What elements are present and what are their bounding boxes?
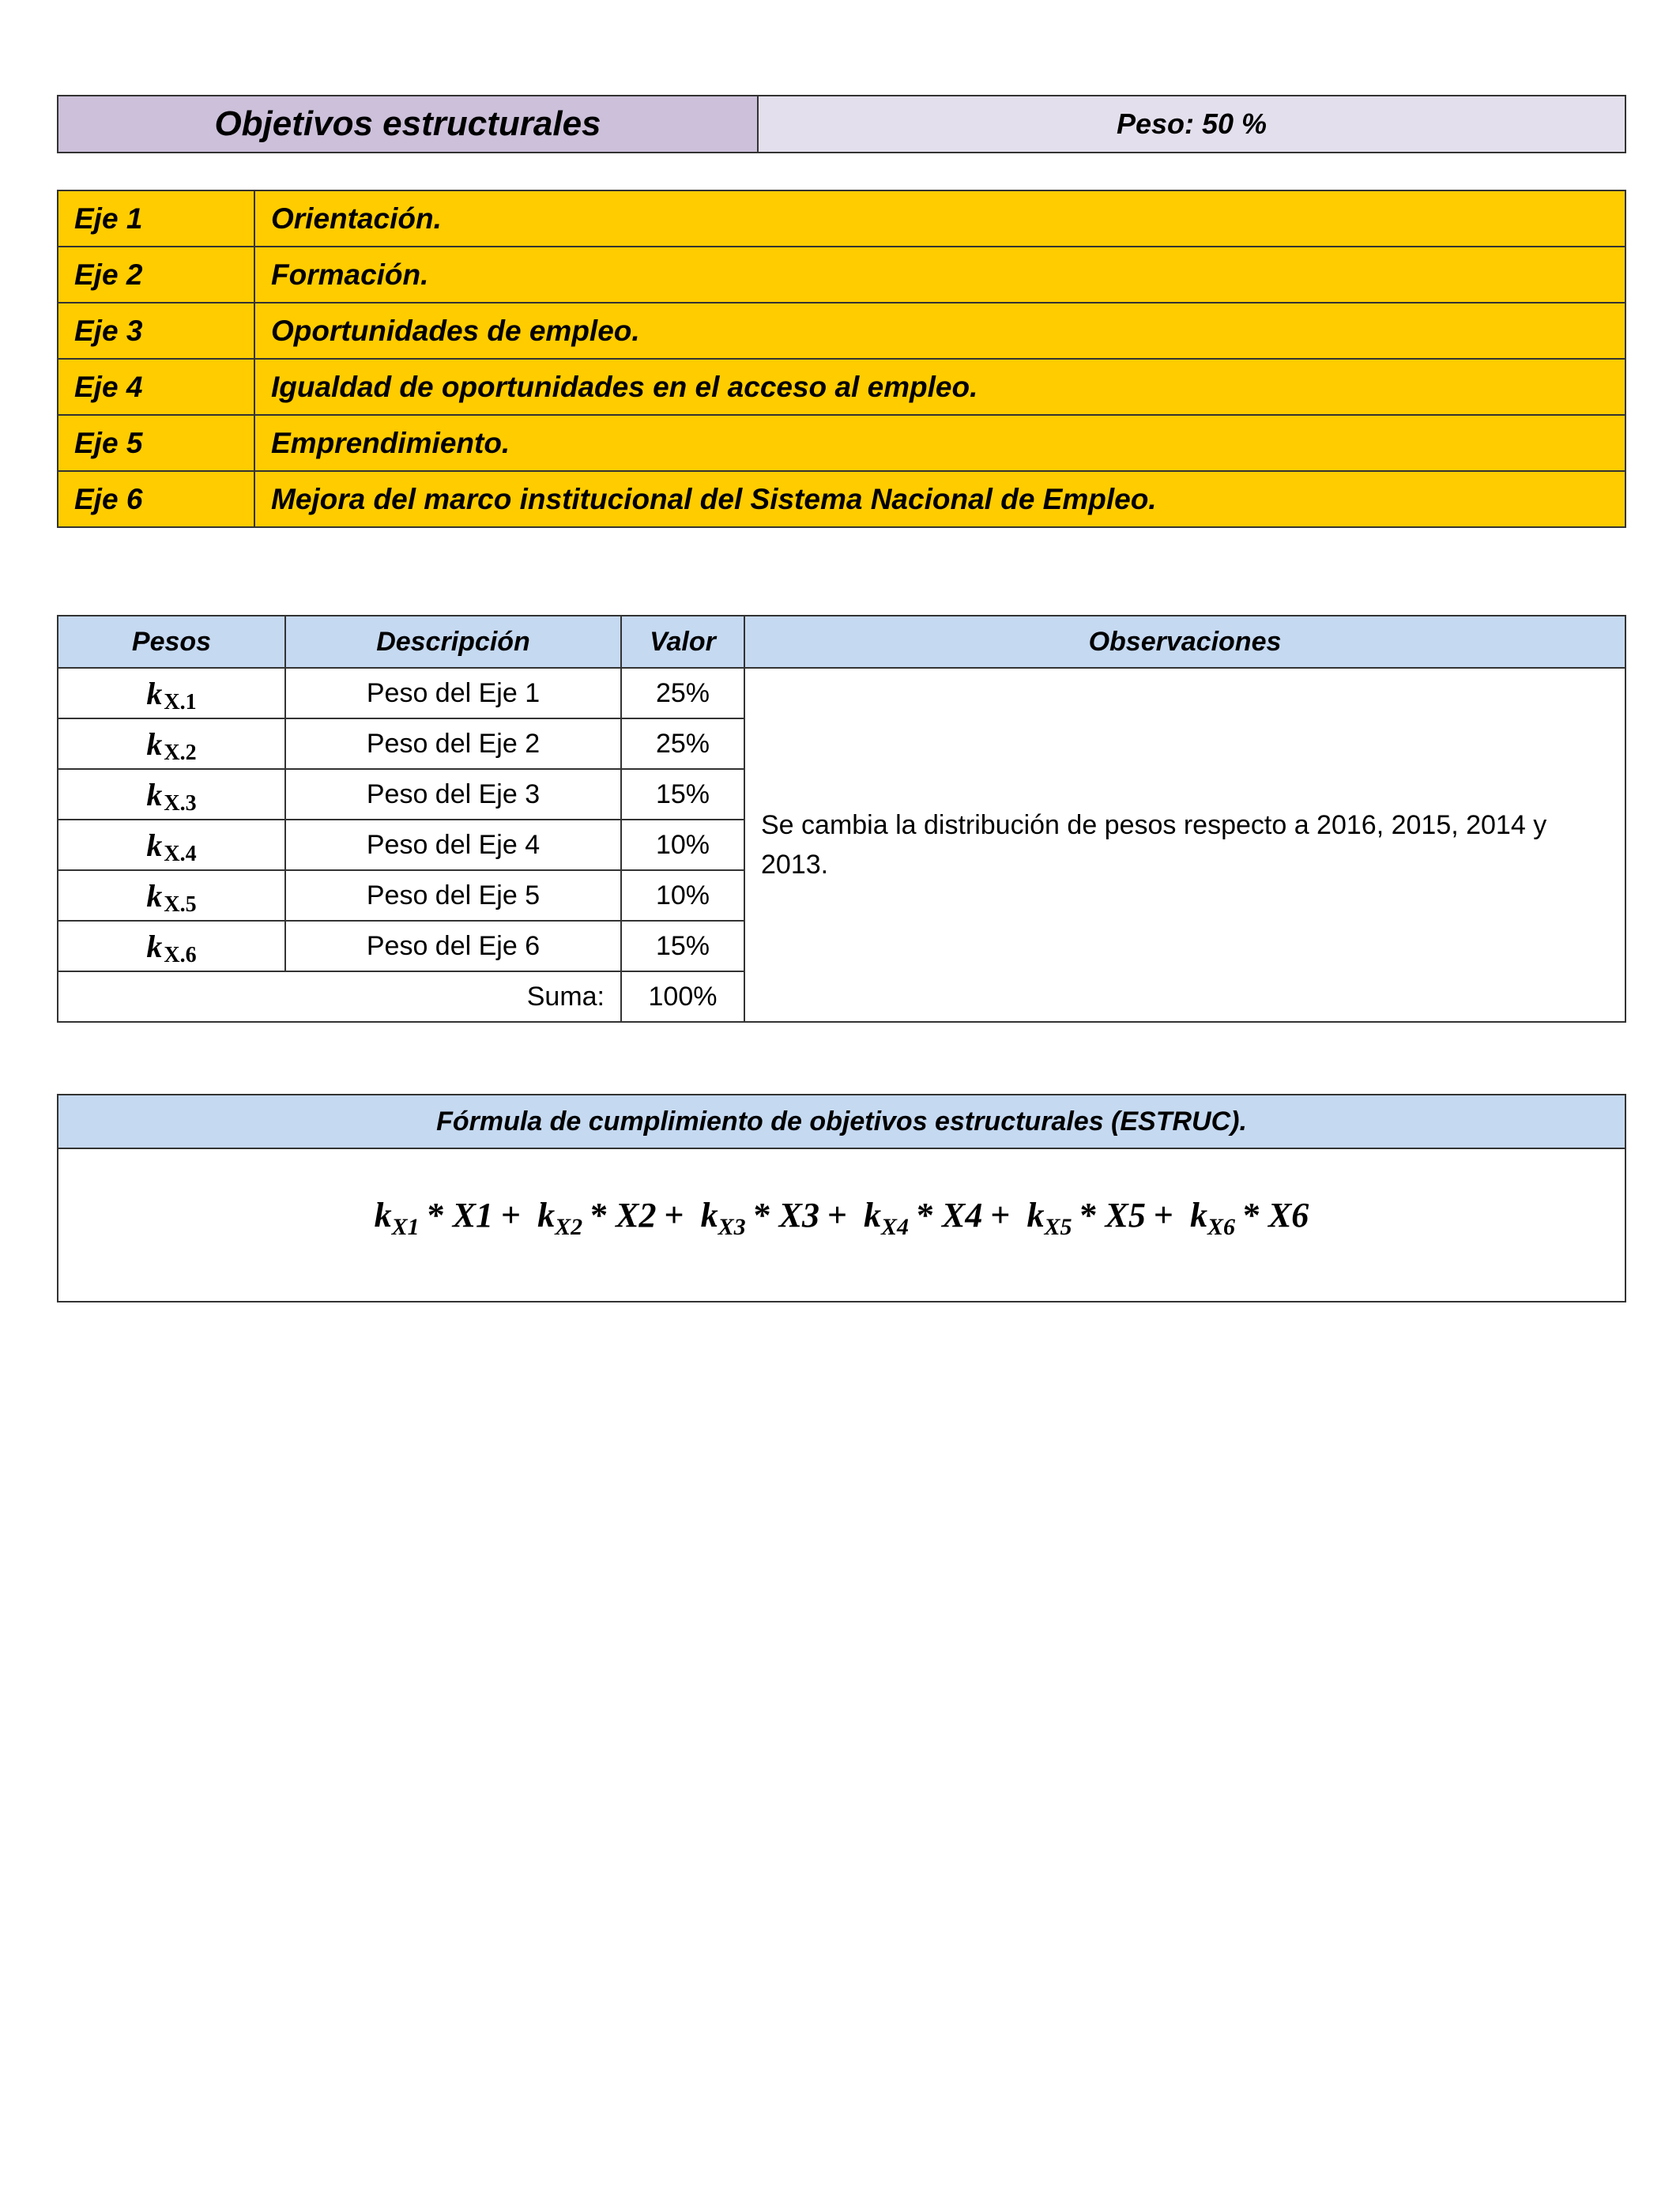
formula-multiply: * [753, 1196, 771, 1235]
eje-label: Eje 4 [58, 359, 254, 415]
formula-x: X6 [1268, 1196, 1309, 1235]
eje-text: Orientación. [254, 190, 1625, 247]
formula-box [57, 1094, 1626, 1302]
eje-label: Eje 2 [58, 247, 254, 303]
k-subscript: X.2 [164, 740, 197, 765]
formula-title: Fórmula de cumplimiento de objetivos estructurales (ESTRUC). [58, 1095, 1625, 1149]
eje-text: Mejora del marco institucional del Sistema Nacional de Empleo. [254, 471, 1625, 527]
formula-term [864, 1195, 1018, 1240]
peso-symbol [58, 718, 285, 769]
formula-x: X2 [616, 1196, 657, 1235]
formula-k-subscript: X2 [555, 1214, 583, 1240]
formula-multiply: * [1079, 1196, 1098, 1235]
peso-valor: 15% [621, 769, 744, 820]
peso-valor: 10% [621, 870, 744, 921]
formula-k: k [1189, 1196, 1207, 1235]
peso-valor: 10% [621, 820, 744, 870]
k-subscript: X.3 [164, 790, 197, 816]
formula-x: X3 [778, 1196, 819, 1235]
formula-plus: + [827, 1196, 848, 1235]
k-symbol: k [146, 928, 163, 964]
header-observaciones: Observaciones [744, 616, 1625, 668]
header-valor: Valor [621, 616, 744, 668]
suma-label: Suma: [58, 971, 621, 1022]
formula-k: k [1026, 1196, 1045, 1235]
eje-label: Eje 3 [58, 303, 254, 359]
eje-row [58, 303, 1625, 359]
peso-symbol [58, 921, 285, 971]
formula-term [1189, 1195, 1309, 1240]
formula-x: X4 [942, 1196, 983, 1235]
formula-k-subscript: X4 [881, 1214, 910, 1240]
k-symbol: k [146, 776, 163, 812]
formula-k-subscript: X5 [1044, 1214, 1072, 1240]
formula-k: k [374, 1196, 392, 1235]
eje-row [58, 359, 1625, 415]
peso-symbol [58, 820, 285, 870]
peso-valor: 25% [621, 668, 744, 718]
peso-descripcion: Peso del Eje 1 [285, 668, 621, 718]
formula-multiply: * [917, 1196, 935, 1235]
k-symbol: k [146, 726, 163, 762]
peso-row [58, 668, 1625, 718]
formula-k: k [537, 1196, 556, 1235]
pesos-table [57, 615, 1626, 1023]
eje-label: Eje 6 [58, 471, 254, 527]
eje-label: Eje 5 [58, 415, 254, 471]
peso-descripcion: Peso del Eje 6 [285, 921, 621, 971]
eje-text: Formación. [254, 247, 1625, 303]
header-pesos: Pesos [58, 616, 285, 668]
k-symbol: k [146, 675, 163, 711]
eje-label: Eje 1 [58, 190, 254, 247]
formula-plus: + [501, 1196, 522, 1235]
formula-x: X1 [452, 1196, 494, 1235]
formula-multiply: * [590, 1196, 608, 1235]
formula-term [374, 1195, 529, 1240]
pesos-header-row [58, 616, 1625, 668]
peso-descripcion: Peso del Eje 5 [285, 870, 621, 921]
peso-descripcion: Peso del Eje 3 [285, 769, 621, 820]
peso-symbol [58, 870, 285, 921]
suma-valor: 100% [621, 971, 744, 1022]
eje-row [58, 471, 1625, 527]
peso-symbol [58, 668, 285, 718]
k-subscript: X.4 [164, 841, 197, 866]
eje-text: Emprendimiento. [254, 415, 1625, 471]
peso-descripcion: Peso del Eje 2 [285, 718, 621, 769]
peso-symbol [58, 769, 285, 820]
k-subscript: X.6 [164, 942, 197, 967]
section-header [57, 95, 1626, 153]
formula-multiply: * [427, 1196, 445, 1235]
eje-row [58, 247, 1625, 303]
header-descripcion: Descripción [285, 616, 621, 668]
formula-k-subscript: X1 [391, 1214, 420, 1240]
formula-term [700, 1195, 855, 1240]
formula-plus: + [664, 1196, 684, 1235]
formula-k: k [700, 1196, 718, 1235]
formula-plus: + [990, 1196, 1011, 1235]
section-title: Objetivos estructurales [58, 96, 759, 152]
k-subscript: X.5 [164, 892, 197, 917]
formula-term [537, 1195, 691, 1240]
formula-expression [58, 1195, 1625, 1240]
k-symbol: k [146, 827, 163, 863]
section-weight: Peso: 50 % [759, 96, 1625, 152]
formula-k-subscript: X3 [718, 1214, 746, 1240]
ejes-table [57, 190, 1626, 528]
peso-valor: 15% [621, 921, 744, 971]
peso-descripcion: Peso del Eje 4 [285, 820, 621, 870]
eje-row [58, 415, 1625, 471]
formula-k: k [864, 1196, 882, 1235]
formula-multiply: * [1242, 1196, 1260, 1235]
formula-x: X5 [1105, 1196, 1146, 1235]
k-subscript: X.1 [164, 689, 197, 714]
formula-k-subscript: X6 [1207, 1214, 1235, 1240]
observacion-text: Se cambia la distribución de pesos respecto a 2016, 2015, 2014 y 2013. [744, 668, 1625, 1022]
eje-text: Igualdad de oportunidades en el acceso al empleo. [254, 359, 1625, 415]
formula-plus: + [1153, 1196, 1173, 1235]
peso-valor: 25% [621, 718, 744, 769]
formula-term [1026, 1195, 1181, 1240]
eje-row [58, 190, 1625, 247]
k-symbol: k [146, 877, 163, 914]
eje-text: Oportunidades de empleo. [254, 303, 1625, 359]
